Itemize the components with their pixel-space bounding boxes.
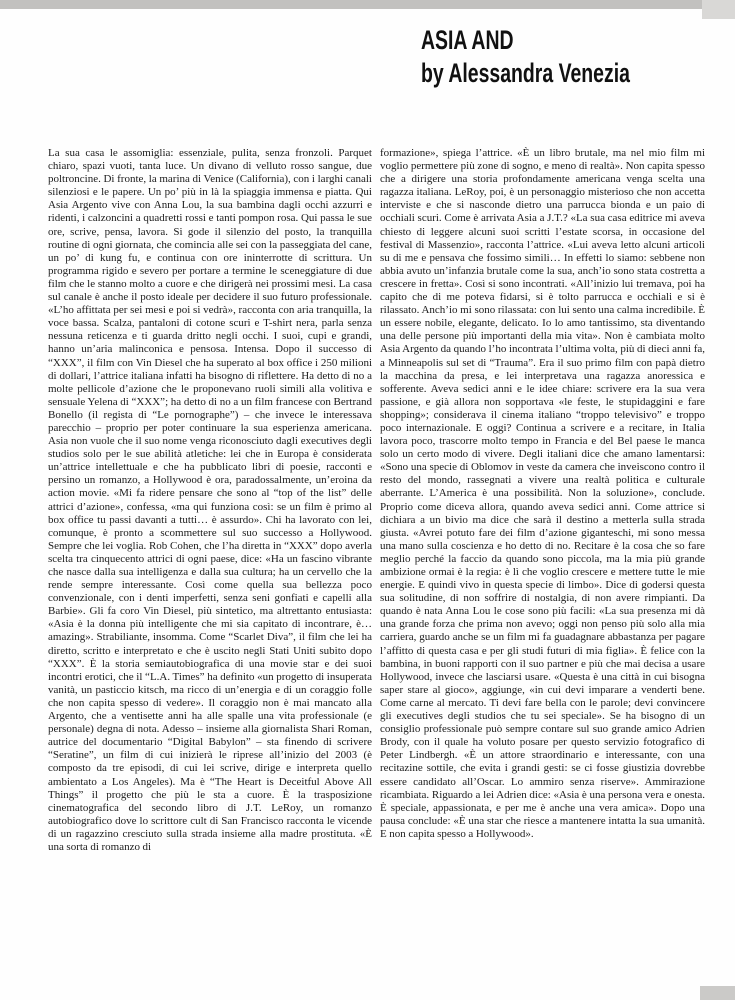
scan-edge-top xyxy=(0,0,735,9)
article-header xyxy=(421,24,630,90)
page-title: ASIA AND xyxy=(421,25,514,55)
article-column-left: La sua casa le assomiglia: essenziale, pulita, senza fronzoli. Parquet chiaro, spazi vuoti, tanta luce. Un divano di velluto rosso sangue, due poltroncine. Di fronte, la marina di Venice (California), con i larghi canali silenziosi e le papere. Un po’ più in là la spiaggia immensa e piatta. Qui Asia Argento vive con Anna Lou, la sua bambina dagli occhi azzurri e ridenti, i calzoncini a quadretti rossi e tanti pompon rosa. Qui passa le sue ore, scrive, pensa, lavora. Si gode il silenzio del posto, la tranquilla routine di ogni giornata, che comincia alle sei con la passeggiata del cane, un po’ di kung fu, e continua con ore ininterrotte di scrittura. Un programma rigido e severo per portare a termine le sceneggiature di due film che le stanno molto a cuore e che dirigerà nei prossimi mesi. La casa sul canale è anche il posto ideale per decidere il suo futuro professionale. «L’ho affittata per sei mesi e poi si vedrà», racconta con aria tranquilla, la voce bassa. Scalza, pantaloni di cotone scuri e T-shirt nera, parla senza nessuna reticenza e ti guarda dritto negli occhi. I suoi, cupi e grandi, hanno un’aria malinconica e pensosa. Intensa. Dopo il successo di “XXX”, il film con Vin Diesel che ha superato al box office i 250 milioni di dollari, l’attrice italiana infatti ha bisogno di riflettere. Ha detto di no a molte pellicole d’azione che le proponevano ruoli simili alla volitiva e sensuale Yelena di “XXX”; ha detto di no a un film francese con Bertrand Bonello (il regista di “Le pornographe”) – che invece le interessava parecchio – proprio per poter continuare la sua esperienza americana. Asia non vuole che il suo nome venga riconosciuto dagli executives degli studios solo per le sue abilità atletiche: lei che in Europa è considerata un’attrice intellettuale e che ha pubblicato libri di poesie, racconti e persino un romanzo, a Hollywood è ora, paradossalmente, un’eroina da action movie. «Mi fa ridere pensare che sono al “top of the list” delle attrici d’azione», confessa, «ma qui funziona così: se un film è primo al box office tu passi davanti a tutti… è assurdo». Chi ha lavorato con lei, comunque, è pronto a scommettere sul suo successo a Hollywood. Sempre che lei voglia. Rob Cohen, che l’ha diretta in “XXX” dopo averla scelta tra cinquecento attrici di ogni paese, dice: «Ha un fascino vibrante che nasce dalla sua intelligenza e dalla sua cultura; ha un cervello che la rende sempre interessante. Così come quella sua bellezza poco convenzionale, con i denti imperfetti, senza seni gonfiati e capelli alla Barbie». Gli fa coro Vin Diesel, più sintetico, ma altrettanto entusiasta: «Asia è la donna più intelligente che mi sia capitato di incontrare, è… amazing». Strabiliante, insomma. Come “Scarlet Diva”, il film che lei ha diretto, scritto e interpretato e che è uscito negli Stati Uniti subito dopo “XXX”. È la storia semiautobiografica di una movie star e dei suoi incontri erotici, che il “L.A. Times” ha definito «un progetto di insuperata vanità, un pasticcio kitsch, ma ricco di un’energia e di un coraggio folle che non capita spesso di vedere». Il coraggio non è mai mancato alla Argento, che a ventisette anni ha alle spalle una vita professionale (e personale) degna di nota. Adesso – insieme alla giornalista Shari Roman, autrice del documentario “Digital Babylon” – sta finendo di scrivere “Seratine”, un film di cui inizierà le riprese all’inizio del 2003 (è composto da tre episodi, di cui lei scrive, dirige e interpreta quello ambientato a Los Angeles). Ma è “The Heart is Deceitful Above All Things” il progetto che più le sta a cuore. È la trasposizione cinematografica del secondo libro di J.T. LeRoy, un romanzo autobiografico dove lo scrittore cult di San Francisco racconta le vicende di un ragazzino cresciuto sulla strada insieme alla madre prostituta. «È una sorta di romanzo di xyxy=(48,147,372,853)
scan-edge-top-right xyxy=(702,0,735,19)
article-byline: by Alessandra Venezia xyxy=(421,58,630,88)
scan-edge-bottom-right xyxy=(700,986,735,1000)
article-column-right: formazione», spiega l’attrice. «È un libro brutale, ma nel mio film mi voglio permettere più zone di sogno, e meno di realtà». Non capita spesso che a dirigere una storia profondamente americana venga scelta una ragazza italiana. LeRoy, poi, è un personaggio misterioso che non accetta interviste e che si nasconde dietro una parrucca bionda e un paio di occhiali scuri. Come è arrivata Asia a J.T.? «La sua casa editrice mi aveva chiesto di leggere alcuni suoi scritti l’estate scorsa, in occasione del festival di Massenzio», racconta l’attrice. «Lui aveva letto alcuni articoli su di me e pensava che fossimo simili… In effetti lo siamo: sebbene non abbia avuto un’infanzia brutale come la sua, anch’io sono stata costretta a crescere in fretta». Così si sono incontrati. «All’inizio lui tremava, poi ha capito che di me poteva fidarsi, si è tolto parrucca e occhiali e si è rilassato. Anch’io mi sono rilassata: con lui sento una calma incredibile. È un essere nobile, elegante, delicato. Io lo amo tantissimo, sta diventando una delle persone più importanti della mia vita». Non è cambiata molto Asia Argento da quando l’ho incontrata l’ultima volta, più di dieci anni fa, a Minneapolis sul set di “Trauma”. Era il suo primo film con papà dietro la macchina da presa, e lei interpretava una ragazza anoressica e sofferente. Aveva sedici anni e le idee chiare: scrivere era la sua vera passione, e già allora non sopportava «le feste, le stupidaggini e fare shopping»; considerava il cinema italiano “troppo televisivo” e troppo poco internazionale. E oggi? Continua a scrivere e a recitare, in Italia lavora poco, trascorre molto tempo in Francia e del Bel paese le manca solo un certo modo di vivere. Degli italiani dice che amano lamentarsi: «Sono una specie di Oblomov in veste da camera che inveiscono contro il resto del mondo, rassegnati a vivere una realtà politica e culturale aberrante. L’America è una possibilità. Non la soluzione», conclude. Proprio come diceva allora, quando aveva sedici anni. Come attrice si dichiara a un bivio ma dice che sarà il destino a metterla sulla strada giusta. «Avrei potuto fare dei film d’azione giganteschi, mi sono messa una mano sulla coscienza e ho detto di no. Recitare è la cosa che so fare meglio perché la faccio da quando sono piccola, ma la mia più grande ambizione ormai è la regia: è lì che voglio crescere e mettere tutte le mie energie. E quindi vivo in questa specie di limbo». Dice di godersi questa sua solitudine, di non soffrire di nostalgia, di non avere rimpianti. Da quando è nata Anna Lou le cose sono più facili: «La sua presenza mi dà una grande forza che prima non avevo; oggi non penso più solo alla mia carriera, guardo anche se un film mi fa guadagnare abbastanza per pagare l’affitto di questa casa e per gli studi futuri di mia figlia». È felice con la bambina, in buoni rapporti con il suo partner e più che mai decisa a usare Hollywood, invece che lasciarsi usare. «Questa è una città in cui bisogna saper stare al gioco», aggiunge, «in cui devi imparare a venderti bene. Come carne al mercato. Ti devi fare bella con le parole; devi convincere gli executives degli studios che tu sei speciale». Se ha bisogno di un consiglio professionale può sempre contare sul suo grande amico Adrien Brody, con il quale ha voluto posare per questo servizio fotografico di Peter Lindbergh. «È un attore straordinario e interessante, con una recitazine sottile, che evita i grandi gesti: se ci fosse giustizia dovrebbe essere candidato all’Oscar. Lo ammiro senza riserve». Ammirazione ricambiata. Riguardo a lei Adrien dice: «Asia è una persona vera e onesta. È speciale, appassionata, e per me è anche una vera amica». Dopo una pausa conclude: «È una star che riesce a mantenere intatta la sua umanità. E non capita spesso a Hollywood». xyxy=(380,147,705,840)
